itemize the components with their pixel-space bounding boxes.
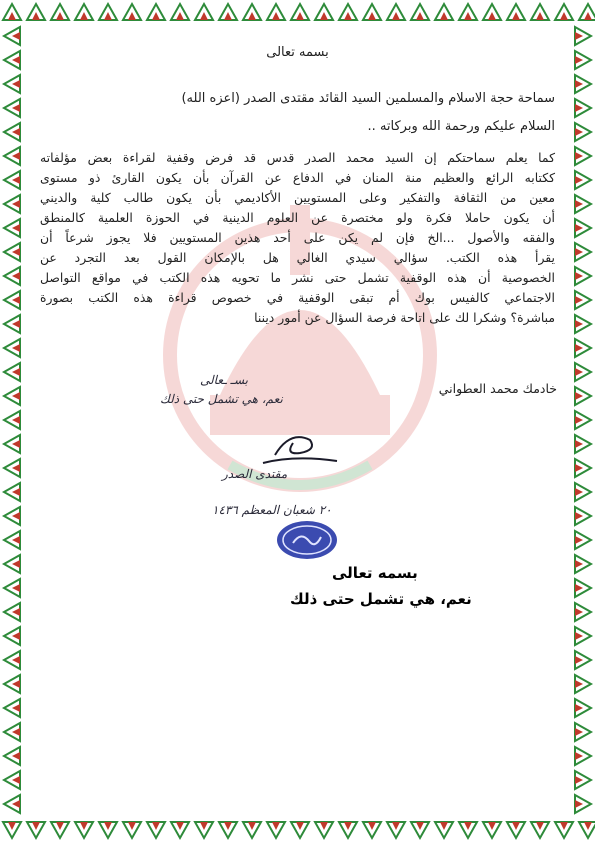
triangle-ornament-icon [571,744,595,768]
triangle-ornament-icon [0,192,24,216]
triangle-ornament-icon [571,792,595,816]
border-left [0,24,24,818]
triangle-ornament-icon [0,792,24,816]
triangle-ornament-icon [571,528,595,552]
triangle-ornament-icon [571,168,595,192]
triangle-ornament-icon [571,360,595,384]
triangle-ornament-icon [571,144,595,168]
triangle-ornament-icon [0,672,24,696]
triangle-ornament-icon [571,504,595,528]
triangle-ornament-icon [571,696,595,720]
triangle-ornament-icon [0,552,24,576]
triangle-ornament-icon [571,24,595,48]
triangle-ornament-icon [0,432,24,456]
ink-seal-icon [275,519,339,561]
triangle-ornament-icon [576,818,595,842]
triangle-ornament-icon [0,408,24,432]
triangle-ornament-icon [0,312,24,336]
triangle-ornament-icon [571,480,595,504]
body-line: يقرأ هذه الكتب. سؤالي سيدي الغالي هل بالإمكان القول بعد التجرد عن [40,250,555,265]
triangle-ornament-icon [571,312,595,336]
triangle-ornament-icon [0,720,24,744]
letter-basmala: بسمه تعالى [266,45,329,60]
triangle-ornament-icon [0,744,24,768]
triangle-ornament-icon [571,240,595,264]
signature-icon [255,425,345,470]
letter [32,0,563,842]
body-line: معين من الثقافة والتفكير وعلى المستويين الأكاديمي بأن يكون طالب كلية والديني [40,190,555,205]
triangle-ornament-icon [571,768,595,792]
triangle-ornament-icon [0,216,24,240]
triangle-ornament-icon [571,216,595,240]
handwritten-date: ٢٠ شعبان المعظم ١٤٣٦ [212,503,332,517]
triangle-ornament-icon [0,24,24,48]
triangle-ornament-icon [0,600,24,624]
body-line: كما يعلم سماحتكم إن السيد محمد الصدر قدس قد فرض وقفية لقراءة بعض مؤلفاته [40,150,555,165]
triangle-ornament-icon [0,336,24,360]
triangle-ornament-icon [0,480,24,504]
triangle-ornament-icon [0,818,24,842]
triangle-ornament-icon [571,192,595,216]
triangle-ornament-icon [0,696,24,720]
triangle-ornament-icon [571,552,595,576]
triangle-ornament-icon [571,720,595,744]
triangle-ornament-icon [0,144,24,168]
body-line: أن يكون حاملا فكرة ولو مختصرة عن العلوم الدينية في الحوزة العلمية كالمنطق [40,210,555,225]
handwritten-signature-name: مقتدى الصدر [222,467,288,481]
triangle-ornament-icon [571,456,595,480]
letter-greeting: السلام عليكم ورحمة الله وبركاته .. [367,119,555,134]
triangle-ornament-icon [571,288,595,312]
reply-answer: نعم، هي تشمل حتى ذلك [290,590,472,608]
triangle-ornament-icon [571,48,595,72]
handwritten-answer: نعم، هي تشمل حتى ذلك [160,392,283,406]
handwritten-heading: بسـ ـعالى [200,373,248,387]
triangle-ornament-icon [571,336,595,360]
triangle-ornament-icon [571,72,595,96]
body-line: والفقه والأصول ...الخ فإن لم يكن على أحد هذين المستويين فلا يجوز شرعاً أن [40,230,555,245]
triangle-ornament-icon [0,768,24,792]
triangle-ornament-icon [0,96,24,120]
triangle-ornament-icon [0,624,24,648]
triangle-ornament-icon [0,48,24,72]
triangle-ornament-icon [571,264,595,288]
triangle-ornament-icon [0,264,24,288]
border-right [571,24,595,818]
triangle-ornament-icon [571,96,595,120]
triangle-ornament-icon [0,240,24,264]
letter-body [40,148,555,328]
body-line: الخصوصية أن هذه الوقفية تشمل حتى نشر ما تحويه هذه الكتب في مواقع التواصل [40,270,555,285]
triangle-ornament-icon [0,288,24,312]
triangle-ornament-icon [0,384,24,408]
body-line: الاجتماعي كالفيس بوك أم تبقى الوقفية في خصوص قراءة هذه الكتب بصورة [40,290,555,305]
triangle-ornament-icon [0,528,24,552]
triangle-ornament-icon [571,576,595,600]
letter-addressee: سماحة حجة الاسلام والمسلمين السيد القائد مقتدى الصدر (اعزه الله) [181,91,555,106]
triangle-ornament-icon [571,120,595,144]
letter-signer: خادمك محمد العطواني [438,381,557,396]
triangle-ornament-icon [0,120,24,144]
triangle-ornament-icon [0,0,24,24]
triangle-ornament-icon [571,384,595,408]
triangle-ornament-icon [0,456,24,480]
triangle-ornament-icon [571,672,595,696]
triangle-ornament-icon [571,648,595,672]
body-line: ككتابه الرائع والعظيم منة المنان في الدفاع عن القرآن بأن يكون القارئ ذو مستوى [40,170,555,185]
triangle-ornament-icon [0,576,24,600]
triangle-ornament-icon [0,504,24,528]
reply-basmala: بسمه تعالى [332,564,418,582]
triangle-ornament-icon [0,72,24,96]
triangle-ornament-icon [571,432,595,456]
triangle-ornament-icon [576,0,595,24]
triangle-ornament-icon [0,648,24,672]
triangle-ornament-icon [571,624,595,648]
triangle-ornament-icon [0,360,24,384]
triangle-ornament-icon [571,408,595,432]
triangle-ornament-icon [0,168,24,192]
triangle-ornament-icon [571,600,595,624]
body-line: مباشرة؟ وشكرا لك على اتاحة فرصة السؤال عن أمور ديننا [254,310,555,325]
